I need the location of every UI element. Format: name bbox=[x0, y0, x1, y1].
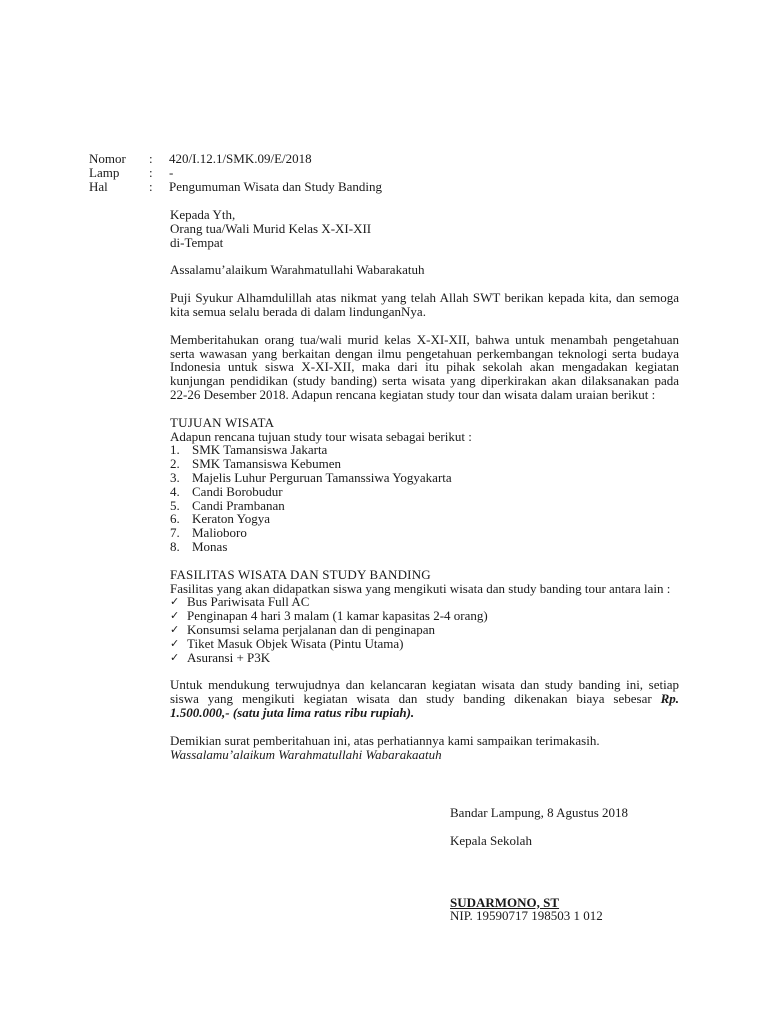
list-number: 4. bbox=[170, 483, 180, 499]
list-item bbox=[170, 499, 679, 513]
nomor-colon: : bbox=[149, 151, 153, 166]
list-number: 3. bbox=[170, 469, 180, 485]
list-item bbox=[170, 471, 679, 485]
fasilitas-heading: FASILITAS WISATA DAN STUDY BANDING bbox=[170, 566, 431, 582]
list-number: 8. bbox=[170, 538, 180, 554]
list-item bbox=[170, 637, 679, 651]
closing-salam: Wassalamu’alaikum Warahmatullahi Wabarakaatuh bbox=[170, 746, 442, 762]
tujuan-intro: Adapun rencana tujuan study tour wisata sebagai berikut : bbox=[170, 428, 472, 444]
letter-body bbox=[170, 208, 679, 761]
lamp-value: - bbox=[169, 165, 174, 180]
list-item bbox=[170, 457, 679, 471]
lamp-colon: : bbox=[149, 165, 153, 180]
list-text: Bus Pariwisata Full AC bbox=[187, 594, 310, 610]
list-item bbox=[170, 609, 679, 623]
list-number: 1. bbox=[170, 442, 180, 458]
list-item bbox=[170, 623, 679, 637]
recipient-line-3: di-Tempat bbox=[170, 234, 224, 250]
list-number: 6. bbox=[170, 511, 180, 527]
meta-nomor bbox=[89, 152, 382, 166]
letter-meta bbox=[89, 152, 382, 194]
paragraph-closing: Demikian surat pemberitahuan ini, atas perhatiannya kami sampaikan terimakasih. bbox=[170, 732, 600, 748]
list-text: SMK Tamansiswa Kebumen bbox=[192, 456, 342, 472]
list-item bbox=[170, 512, 679, 526]
check-icon: ✓ bbox=[170, 595, 180, 609]
list-text: Keraton Yogya bbox=[192, 511, 270, 527]
list-text: Candi Prambanan bbox=[192, 497, 285, 513]
nomor-value: 420/I.12.1/SMK.09/E/2018 bbox=[169, 151, 312, 166]
signer-title: Kepala Sekolah bbox=[450, 832, 532, 848]
list-text: Penginapan 4 hari 3 malam (1 kamar kapasitas 2-4 orang) bbox=[187, 608, 488, 624]
list-item bbox=[170, 651, 679, 665]
list-text: Monas bbox=[192, 538, 228, 554]
paragraph-announcement: Memberitahukan orang tua/wali murid kelas X-XI-XII, bahwa untuk menambah pengetahuan serta wawasan yang berkaitan dengan ilmu pengetahuan perkembangan teknologi serta budaya Indonesia untuk siswa X-XI-XII, maka dari itu pihak sekolah akan mengadakan kegiatan kunjungan pendidikan (study banding) serta wisata yang diperkirakan akan dilaksanakan pada 22-26 Desember 2018. Adapun rencana kegiatan study tour dan wisata dalam uraian berikut : bbox=[170, 331, 679, 402]
lamp-label: Lamp bbox=[89, 165, 120, 180]
fasilitas-list bbox=[170, 595, 679, 664]
list-text: Malioboro bbox=[192, 525, 247, 541]
paragraph-cost bbox=[170, 678, 679, 719]
list-text: Tiket Masuk Objek Wisata (Pintu Utama) bbox=[187, 635, 404, 651]
list-item bbox=[170, 485, 679, 499]
hal-value: Pengumuman Wisata dan Study Banding bbox=[169, 179, 382, 194]
list-number: 5. bbox=[170, 497, 180, 513]
list-text: SMK Tamansiswa Jakarta bbox=[192, 442, 328, 458]
list-text: Konsumsi selama perjalanan dan di penginapan bbox=[187, 621, 436, 637]
list-text: Majelis Luhur Perguruan Tamanssiwa Yogyakarta bbox=[192, 469, 452, 485]
cost-text: Untuk mendukung terwujudnya dan kelancaran kegiatan wisata dan study banding ini, setiap siswa yang mengikuti kegiatan wisata dan study banding dikenakan biaya sebesar bbox=[170, 677, 679, 707]
signer-name: SUDARMONO, ST bbox=[450, 894, 560, 910]
tujuan-list bbox=[170, 443, 679, 553]
list-item bbox=[170, 443, 679, 457]
recipient-line-1: Kepada Yth, bbox=[170, 207, 236, 222]
fasilitas-intro: Fasilitas yang akan didapatkan siswa yang mengikuti wisata dan study banding tour antara lain : bbox=[170, 580, 671, 596]
cost-amount: Rp. 1.500.000,- (satu juta lima ratus ribu rupiah). bbox=[170, 691, 679, 720]
meta-hal bbox=[89, 180, 382, 194]
signer-nip: NIP. 19590717 198503 1 012 bbox=[450, 908, 603, 924]
list-item bbox=[170, 526, 679, 540]
list-number: 7. bbox=[170, 525, 180, 541]
greeting: Assalamu’alaikum Warahmatullahi Wabarakatuh bbox=[170, 262, 425, 278]
check-icon: ✓ bbox=[170, 622, 180, 636]
hal-label: Hal bbox=[89, 179, 108, 194]
paragraph-opening: Puji Syukur Alhamdulillah atas nikmat yang telah Allah SWT berikan kepada kita, dan semoga kita semua selalu berada di dalam lindunganNya. bbox=[170, 290, 679, 319]
check-icon: ✓ bbox=[170, 636, 180, 650]
list-number: 2. bbox=[170, 456, 180, 472]
check-icon: ✓ bbox=[170, 609, 180, 623]
place-date: Bandar Lampung, 8 Agustus 2018 bbox=[450, 805, 629, 820]
recipient-line-2: Orang tua/Wali Murid Kelas X-XI-XII bbox=[170, 220, 372, 236]
list-text: Candi Borobudur bbox=[192, 483, 283, 499]
list-item bbox=[170, 595, 679, 609]
tujuan-heading: TUJUAN WISATA bbox=[170, 414, 275, 430]
nomor-label: Nomor bbox=[89, 151, 126, 166]
list-text: Asuransi + P3K bbox=[187, 649, 271, 665]
meta-lamp bbox=[89, 166, 382, 180]
signature-block bbox=[450, 806, 628, 923]
hal-colon: : bbox=[149, 179, 153, 194]
check-icon: ✓ bbox=[170, 650, 180, 664]
list-item bbox=[170, 540, 679, 554]
